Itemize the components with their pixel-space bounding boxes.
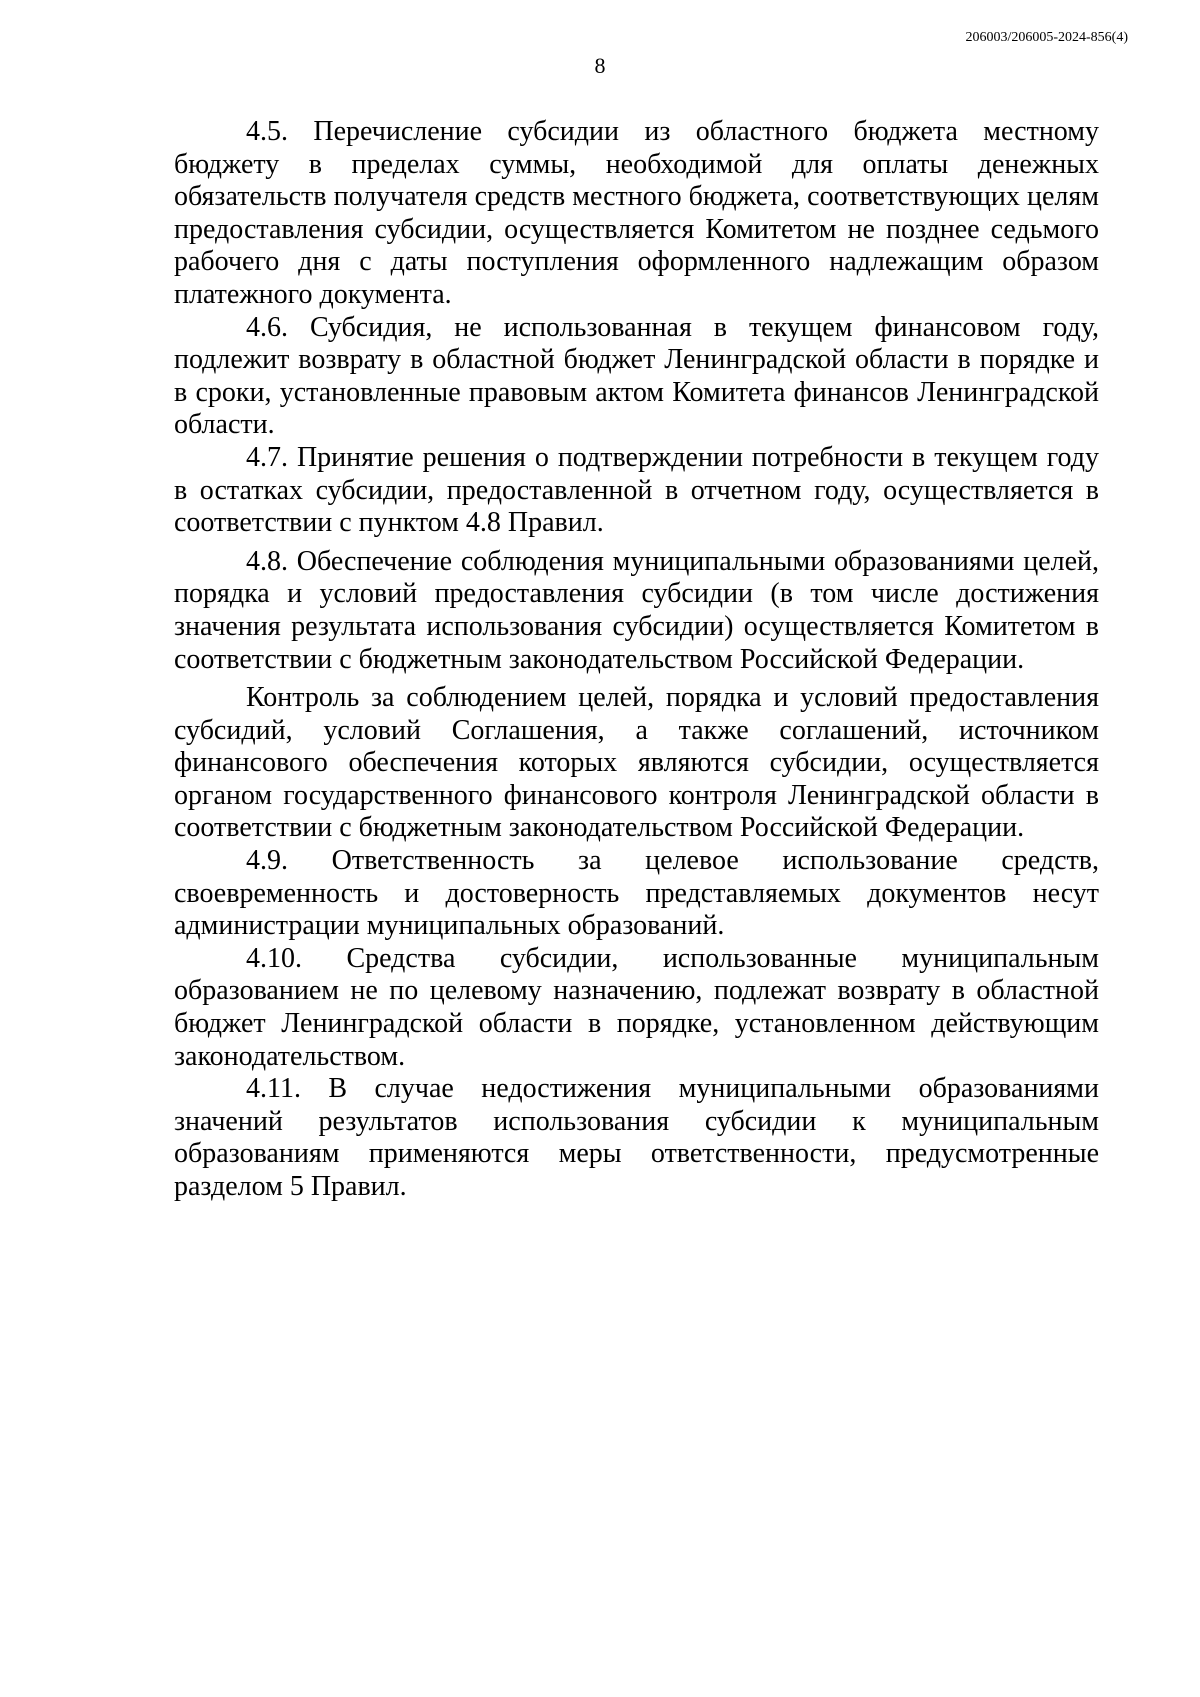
paragraph-4-11: 4.11. В случае недостижения муниципальными образованиями значений результатов использования субсидии к муниципальным образованиям применяются меры ответственности, предусмотренные разделом 5 Правил. <box>174 1073 1099 1202</box>
paragraph-4-7: 4.7. Принятие решения о подтверждении потребности в текущем году в остатках субсидии, предоставленной в отчетном году, осуществляется в соответствии с пунктом 4.8 Правил. <box>174 441 1099 539</box>
paragraph-4-10: 4.10. Средства субсидии, использованные муниципальным образованием не по целевому назначению, подлежат возврату в областной бюджет Ленинградской области в порядке, установленном действующим законодательством. <box>174 942 1099 1072</box>
page-number: 8 <box>594 53 606 78</box>
paragraph-4-8: 4.8. Обеспечение соблюдения муниципальными образованиями целей, порядка и условий предоставления субсидии (в том числе достижения значения результата использования субсидии) осуществляется Комитетом в соответствии с бюджетным законодательством Российской Федерации. <box>174 545 1099 675</box>
paragraph-4-9: 4.9. Ответственность за целевое использование средств, своевременность и достоверность представляемых документов несут администрации муниципальных образований. <box>174 845 1099 942</box>
document-body <box>174 116 1099 1204</box>
paragraph-4-6: 4.6. Субсидия, не использованная в текущем финансовом году, подлежит возврату в областной бюджет Ленинградской области в порядке и в сроки, установленные правовым актом Комитета финансов Ленинградской области. <box>174 311 1099 441</box>
document-registration-number: 206003/206005-2024-856(4) <box>965 30 1128 45</box>
paragraph-control: Контроль за соблюдением целей, порядка и условий предоставления субсидий, условий Соглашения, а также соглашений, источником финансового обеспечения которых являются субсидии, осуществляется органом государственного финансового контроля Ленинградской области в соответствии с бюджетным законодательством Российской Федерации. <box>174 682 1099 844</box>
paragraph-4-5: 4.5. Перечисление субсидии из областного бюджета местному бюджету в пределах суммы, необходимой для оплаты денежных обязательств получателя средств местного бюджета, соответствующих целям предоставления субсидии, осуществляется Комитетом не позднее седьмого рабочего дня с даты поступления оформленного надлежащим образом платежного документа. <box>174 116 1099 310</box>
